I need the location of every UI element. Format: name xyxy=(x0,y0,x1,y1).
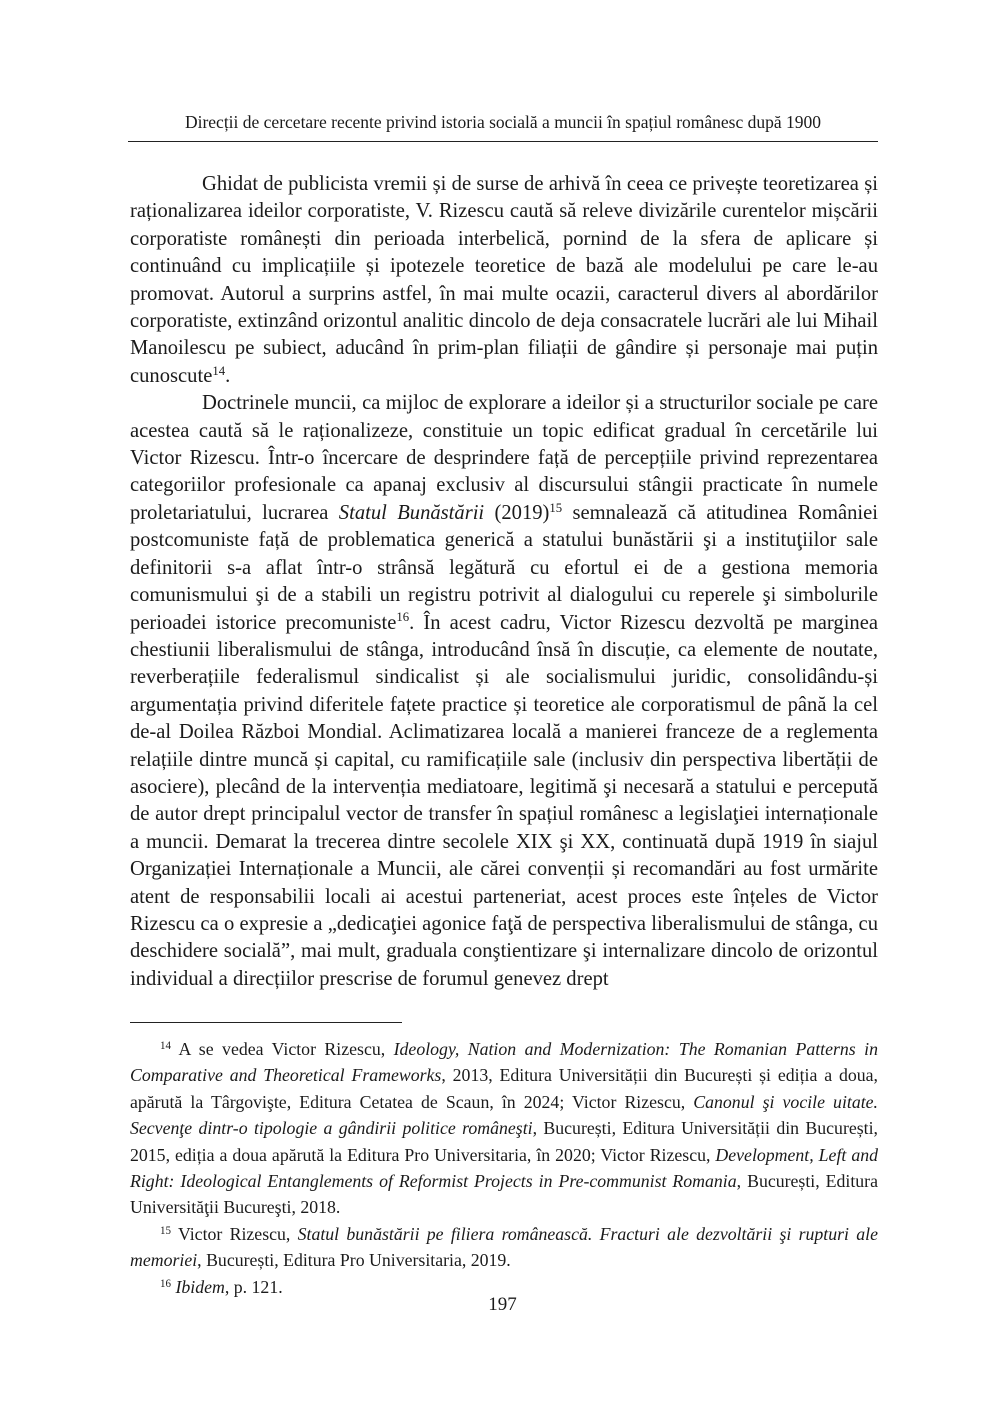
running-header-title: Direcții de cercetare recente privind istoria socială a muncii în spațiul românesc după 1900 xyxy=(184,112,822,132)
footnote-block xyxy=(130,1022,878,1300)
body-paragraph-2: Doctrinele muncii, ca mijloc de explorare a ideilor și a structurilor sociale pe care acestea caută să le raționalizeze, constituie un topic edificat gradual în cercetările lui Victor Rizescu. Într-o încercare de desprindere față de percepțiile privind reprezentarea categoriilor profesionale ca apanaj exclusiv al discursului stângii practicate în numele proletariatului, lucrarea Statul Bunăstării $(2019)^{15}$ semnalează că atitudinea României postcomuniste față de problematica generică a statului bunăstării şi a instituţiilor sale definitorii s-a aflat într-o strânsă legătură cu efortul ei de a gestiona memoria comunismului şi de a stabili un registru potrivit al dialogului cu reperele şi simbolurile perioadei istorice precomuniste$^{16}$. În acest cadru, Victor Rizescu dezvoltă pe marginea chestiunii liberalismului de stânga, introducând însă în discuție, ca elemente de noutate, reverberațiile federalismul sindicalist și ale socialismului juridic, consolidându-și argumentația privind diferitele fațete practice și teoretice ale corporatismul de până la cel de-al Doilea Război Mondial. Aclimatizarea locală a manierei franceze de a reglementa relațiile dintre muncă și capital, cu ramificațiile sale (inclusiv din perspectiva libertății de asociere), plecând de la intervenția mediatoare, legitimă şi necesară a statului e percepută de autor drept principalul vector de transfer în spațiul românesc a legislaţiei internaționale a muncii. Demarat la trecerea dintre secolele XIX şi XX, continuată după 1919 în siajul Organizației Internaționale a Muncii, ale cărei convenții și recomandări au fost urmărite atent de responsabilii locali ai acestui parteneriat, acest proces este înțeles de Victor Rizescu ca o expresie a „dedicaţiei agonice faţă de perspectiva liberalismului de stânga, cu deschidere socială”, mai mult, graduala conştientizare şi internalizare dincolo de orizontul individual a direcțiilor prescrise de forumul genevez drept xyxy=(130,392,878,990)
footnote-15: $^{15}$ Victor Rizescu, Statul bunăstării pe filiera românească. Fracturi ale dezvoltării şi rupturi ale memoriei, București, Editura Pro Universitaria, 2019. xyxy=(130,1223,878,1271)
page-number: 197 xyxy=(488,1294,517,1315)
body-text xyxy=(130,171,878,993)
footnote-16: $^{16}$ Ibidem, p. 121. xyxy=(160,1276,283,1297)
running-header xyxy=(128,112,878,142)
footnote-14: $^{14}$ A se vedea Victor Rizescu, Ideology, Nation and Modernization: The Romanian Patterns in Comparative and Theoretical Frameworks, 2013, Editura Universității din București și ediția a doua, apărută la Târgovişte, Editura Cetatea de Scaun, în 2024; Victor Rizescu, Canonul şi vocile uitate. Secvenţe dintr-o tipologie a gândirii politice româneşti, București, Editura Universității din București, 2015, ediția a doua apărută la Editura Pro Universitaria, în 2020; Victor Rizescu, Development, Left and Right: Ideological Entanglements of Reformist Projects in Pre-communist Romania, București, Editura Universităţii Bucureşti, 2018. xyxy=(130,1039,879,1218)
body-paragraph-1: Ghidat de publicista vremii și de surse de arhivă în ceea ce privește teoretizarea și raționalizarea ideilor corporatiste, V. Rizescu caută să releve divizările curentelor mișcării corporatiste românești din perioada interbelică, pornind de la sfera de aplicare și continuând cu implicațiile și ipotezele teoretice de bază ale modelului pe care le-au promovat. Autorul a surprins astfel, în mai multe ocazii, caracterul divers al abordărilor corporatiste, extinzând orizontul analitic dincolo de deja consacratele lucrări ale lui Mihail Manoilescu pe subiect, aducând în prim-plan filiații de gândire și personaje mai puțin cunoscute$^{14}$. xyxy=(130,173,878,387)
footnote-separator-rule xyxy=(130,1022,402,1023)
